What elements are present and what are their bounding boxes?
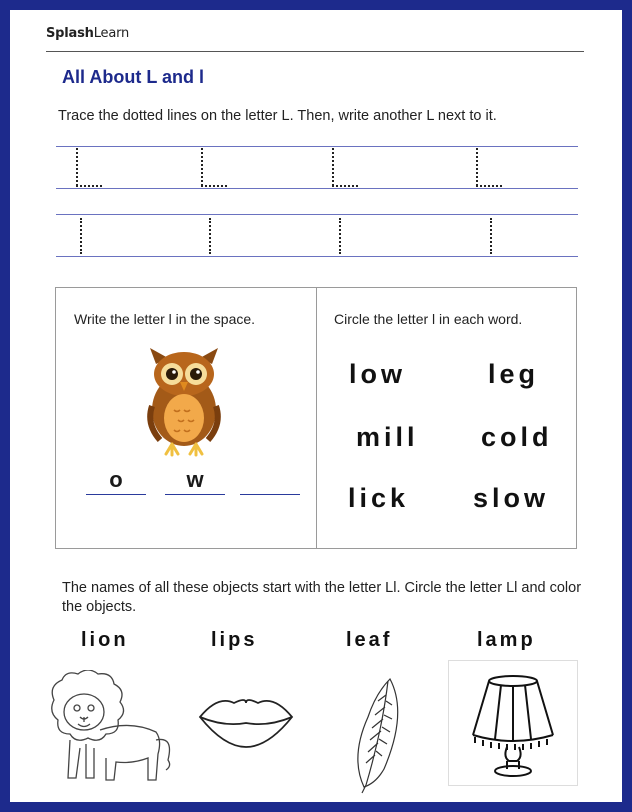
worksheet — [10, 10, 622, 802]
trace-instruction: Trace the dotted lines on the letter L. Then, write another L next to it. — [58, 108, 497, 124]
splashlearn-logo: SplashLearn — [46, 26, 130, 41]
dotted-letter-L — [76, 148, 78, 186]
lion-icon[interactable] — [40, 670, 180, 790]
blank-underline — [240, 494, 300, 495]
dotted-letter-L — [332, 148, 334, 186]
lamp-picture-frame — [448, 660, 578, 786]
header-divider — [46, 51, 584, 52]
write-letter-instruction: Write the letter l in the space. — [74, 311, 256, 327]
guide-line-base — [56, 188, 578, 189]
fill-blank-3[interactable] — [240, 466, 300, 495]
object-label-lion[interactable]: lion — [81, 629, 129, 651]
panel-divider — [316, 288, 317, 548]
word-leg[interactable]: leg — [488, 359, 540, 389]
word-low[interactable]: low — [349, 359, 406, 389]
blank-letter: o — [109, 467, 123, 492]
object-label-leaf[interactable]: leaf — [346, 629, 393, 651]
lamp-icon[interactable] — [457, 667, 569, 779]
dotted-letter-L — [476, 185, 502, 187]
guide-line-base — [56, 256, 578, 257]
dotted-letter-L — [201, 185, 227, 187]
guide-line-top — [56, 146, 578, 147]
objects-instruction: The names of all these objects start with the letter Ll. Circle the letter Ll and color the objects. — [62, 580, 582, 615]
tracing-practice-area — [56, 138, 578, 258]
dotted-letter-L — [332, 185, 358, 187]
dotted-letter-l — [209, 218, 211, 254]
dotted-letter-l — [80, 218, 82, 254]
word-lick[interactable]: lick — [348, 483, 410, 513]
dotted-letter-l — [339, 218, 341, 254]
guide-line-top — [56, 214, 578, 215]
object-label-lamp[interactable]: lamp — [477, 629, 536, 651]
word-mill[interactable]: mill — [356, 422, 419, 452]
blank-letter — [240, 466, 300, 494]
object-label-lips[interactable]: lips — [211, 629, 258, 651]
dotted-letter-L — [201, 148, 203, 186]
circle-letter-instruction: Circle the letter l in each word. — [334, 311, 523, 327]
blank-underline — [165, 494, 225, 495]
owl-icon — [144, 346, 224, 458]
dotted-letter-l — [490, 218, 492, 254]
fill-blank-1[interactable] — [86, 466, 146, 495]
leaf-icon[interactable] — [346, 665, 406, 795]
word-cold[interactable]: cold — [481, 422, 553, 452]
dotted-letter-L — [476, 148, 478, 186]
word-slow[interactable]: slow — [473, 483, 550, 513]
blank-underline — [86, 494, 146, 495]
exercise-box — [55, 287, 577, 549]
page-title: All About L and l — [62, 67, 204, 87]
blank-letter: w — [186, 467, 204, 492]
lips-icon[interactable] — [196, 693, 296, 749]
fill-blank-2[interactable] — [165, 466, 225, 495]
dotted-letter-L — [76, 185, 102, 187]
